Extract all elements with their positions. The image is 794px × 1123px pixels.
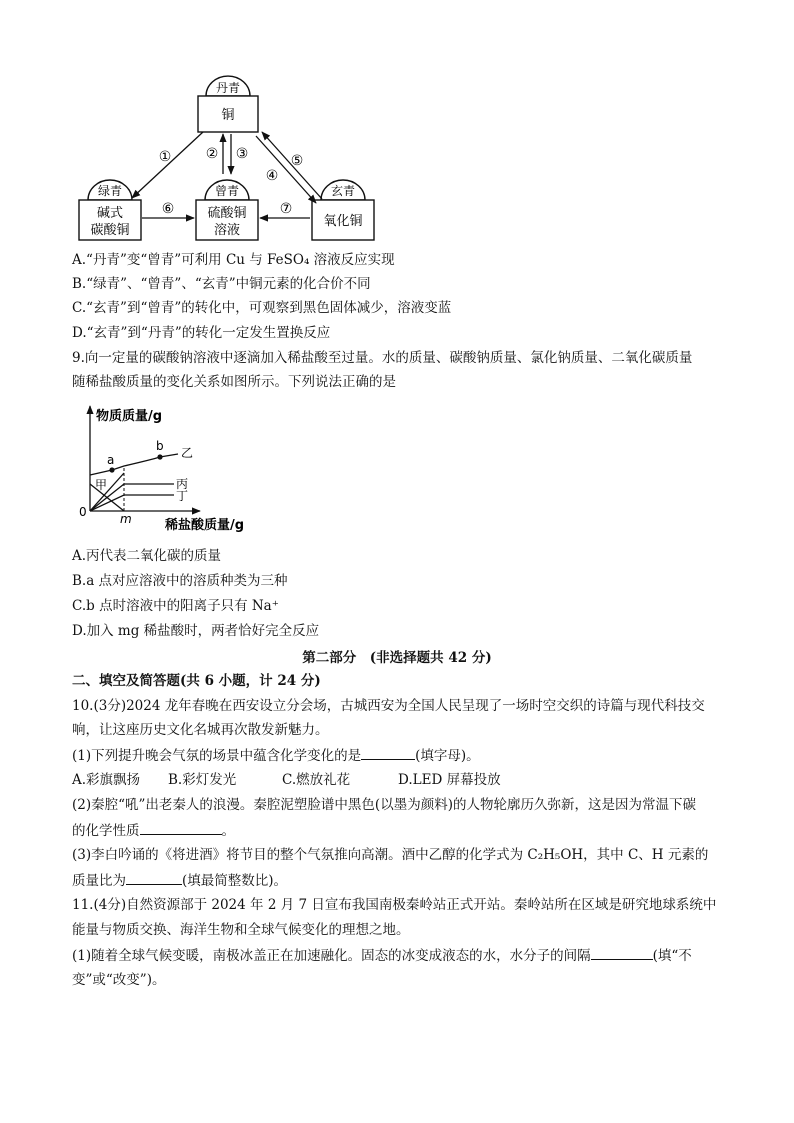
q10-part1-end: (填字母)。 xyxy=(415,748,480,764)
node-danqing-cap: 丹青 xyxy=(215,81,241,95)
q10-part2-text: 的化学性质 xyxy=(72,823,140,839)
q9-option-b: B.a 点对应溶液中的溶质种类为三种 xyxy=(72,573,288,589)
x-axis-label: 稀盐酸质量/g xyxy=(165,518,245,533)
node-lvqing-label-1: 碱式 xyxy=(96,206,124,221)
arrow-label-3: ③ xyxy=(235,146,249,162)
node-lvqing-cap: 绿青 xyxy=(97,184,123,198)
node-cengqing-cap: 曾青 xyxy=(214,184,240,198)
arrow-label-7: ⑦ xyxy=(279,201,293,217)
q10-part1 xyxy=(72,745,480,766)
q10-part2-end: 。 xyxy=(221,823,235,839)
q9-stem-line-1: 9.向一定量的碳酸钠溶液中逐滴加入稀盐酸至过量。水的质量、碳酸钠质量、氯化钠质量、二氧化碳质量 xyxy=(72,350,693,366)
q10-part2-blank[interactable] xyxy=(140,820,222,835)
node-cengqing-label-1: 硫酸铜 xyxy=(207,206,247,221)
q10-part3-line-1: (3)李白吟诵的《将进酒》将节目的整个气氛推向高潮。酒中乙醇的化学式为 C₂H₅OH，其中 C、H 元素的 xyxy=(72,847,709,863)
q10-part1-text: (1)下列提升晚会气氛的场景中蕴含化学变化的是 xyxy=(72,748,362,764)
q10-part3-line-2 xyxy=(72,870,287,891)
q10-part3-end: (填最简整数比)。 xyxy=(182,873,288,889)
node-lvqing-label-2: 碳酸铜 xyxy=(90,223,130,238)
q9-stem-line-2: 随稀盐酸质量的变化关系如图所示。下列说法正确的是 xyxy=(72,374,396,390)
point-a-label: a xyxy=(107,453,115,467)
q10-part2-line-2 xyxy=(72,820,235,841)
q10-stem-line-1: 10.(3分)2024 龙年春晚在西安设立分会场，古城西安为全国人民呈现了一场时空交织的诗篇与现代科技交 xyxy=(72,698,705,714)
point-b-label: b xyxy=(156,439,164,453)
part-two-heading: 第二部分 (非选择题共 42 分) xyxy=(302,650,492,666)
section-two-heading: 二、填空及简答题(共 6 小题，计 24 分) xyxy=(72,673,321,689)
q10-part3-text: 质量比为 xyxy=(72,873,126,889)
q10-option-b: B.彩灯发光 xyxy=(168,772,237,788)
series-label-jia: 甲 xyxy=(95,478,108,492)
q9-option-d: D.加入 mg 稀盐酸时，两者恰好完全反应 xyxy=(72,623,320,639)
q10-option-a: A.彩旗飘扬 xyxy=(72,772,141,788)
q11-part1-text: (1)随着全球气候变暖，南极冰盖正在加速融化。固态的冰变成液态的水，水分子的间隔 xyxy=(72,948,591,964)
q11-part1-blank[interactable] xyxy=(591,945,653,960)
series-label-ding: 丁 xyxy=(176,489,189,503)
node-xuanqing xyxy=(312,180,374,240)
q10-part1-blank[interactable] xyxy=(361,745,415,760)
q9-option-a: A.丙代表二氧化碳的质量 xyxy=(72,548,222,564)
y-axis-label: 物质质量/g xyxy=(96,409,163,424)
arrow-label-2: ② xyxy=(205,146,219,162)
x-mark-m: m xyxy=(120,512,132,526)
node-danqing-label: 铜 xyxy=(221,108,235,123)
q8-option-b: B.“绿青”、“曾青”、“玄青”中铜元素的化合价不同 xyxy=(72,276,371,292)
series-label-bing: 丙 xyxy=(176,477,189,491)
q10-option-c: C.燃放礼花 xyxy=(282,772,351,788)
node-cengqing xyxy=(196,180,258,240)
q9-chart xyxy=(70,398,270,534)
q11-part1-fill: (填“不 xyxy=(652,948,692,964)
series-label-yi: 乙 xyxy=(181,446,194,460)
q10-part1-options xyxy=(72,770,501,790)
q10-part3-blank[interactable] xyxy=(126,870,182,885)
node-xuanqing-cap: 玄青 xyxy=(330,184,356,198)
copper-transformation-diagram xyxy=(70,68,390,246)
node-danqing xyxy=(198,76,258,132)
point-b xyxy=(157,454,162,459)
origin-label: 0 xyxy=(79,505,87,519)
q10-stem-line-2: 响，让这座历史文化名城再次散发新魅力。 xyxy=(72,722,329,738)
arrow-label-1: ① xyxy=(158,149,172,165)
point-a xyxy=(109,467,114,472)
node-lvqing xyxy=(79,180,141,240)
q11-part1-line-2: 变”或“改变”)。 xyxy=(72,972,166,988)
q8-option-a: A.“丹青”变“曾青”可利用 Cu 与 FeSO₄ 溶液反应实现 xyxy=(72,252,395,268)
q10-option-d: D.LED 屏幕投放 xyxy=(398,772,501,788)
arrow-label-6: ⑥ xyxy=(161,201,175,217)
q11-stem-line-1: 11.(4分)自然资源部于 2024 年 2 月 7 日宣布我国南极秦岭站正式开站。秦岭站所在区域是研究地球系统中 xyxy=(72,897,717,913)
node-xuanqing-label: 氧化铜 xyxy=(323,214,363,229)
q8-option-c: C.“玄青”到“曾青”的转化中，可观察到黑色固体减少，溶液变蓝 xyxy=(72,300,452,316)
series-yi-line xyxy=(90,454,178,475)
arrow-label-5: ⑤ xyxy=(290,153,304,169)
node-cengqing-label-2: 溶液 xyxy=(213,223,241,238)
q9-option-c: C.b 点时溶液中的阳离子只有 Na⁺ xyxy=(72,598,279,614)
q8-option-d: D.“玄青”到“丹青”的转化一定发生置换反应 xyxy=(72,325,331,341)
arrow-label-4: ④ xyxy=(265,168,279,184)
q11-stem-line-2: 能量与物质交换、海洋生物和全球气候变化的理想之地。 xyxy=(72,922,410,938)
q10-part2-line-1: (2)秦腔“吼”出老秦人的浪漫。秦腔泥塑脸谱中黑色(以墨为颜料)的人物轮廓历久弥新，这是因为常温下碳 xyxy=(72,797,696,813)
arrow-1 xyxy=(132,132,203,198)
q11-part1-line-1 xyxy=(72,945,692,966)
